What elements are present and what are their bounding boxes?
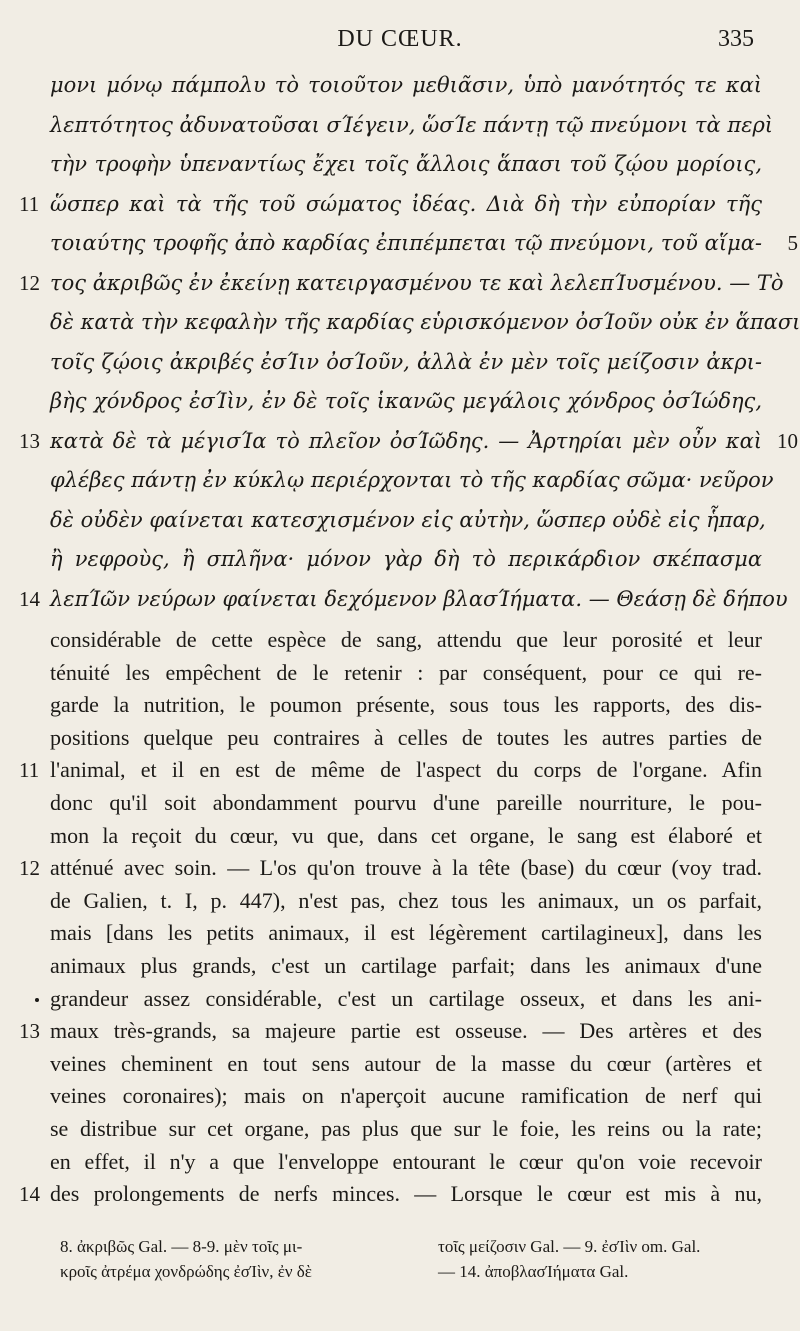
line-marker-left: 11 xyxy=(19,758,40,783)
greek-line-text: τος ἀκριβῶς ἐν ἐκείνῃ κατειργασμένου τε καὶ λελεπΊυσμένου. — Τὸ xyxy=(50,270,784,295)
greek-line xyxy=(50,145,762,185)
french-line-text: donc qu'il soit abondamment pourvu d'une pareille nourriture, le pou- xyxy=(50,789,762,815)
greek-line xyxy=(19,422,798,462)
french-line xyxy=(50,722,762,755)
line-marker-left: 12 xyxy=(19,856,40,881)
greek-line-text: λεπτότητος ἀδυνατοῦσαι σΊέγειν, ὥσΊε πάντῃ τῷ πνεύμονι τὰ περὶ xyxy=(50,112,774,137)
french-line-text: de Galien, t. I, p. 447), n'est pas, chez tous les animaux, un os parfait, xyxy=(50,887,762,913)
french-line-text: garde la nutrition, le poumon présente, sous tous les rapports, des dis- xyxy=(50,692,762,718)
french-line xyxy=(50,1048,762,1081)
greek-line-text: μονι μόνῳ πάμπολυ τὸ τοιοῦτον μεθιᾶσιν, ὑπὸ μανότητός τε καὶ xyxy=(50,73,762,97)
running-head xyxy=(0,26,800,56)
greek-line xyxy=(50,540,762,580)
french-line xyxy=(50,1113,762,1146)
page-number: 335 xyxy=(718,26,754,52)
greek-line-text: δὲ κατὰ τὴν κεφαλὴν τῆς καρδίας εὑρισκόμενον ὀσΊοῦν οὐκ ἐν ἅπασι xyxy=(50,310,800,334)
line-marker-right: 10 xyxy=(777,428,798,453)
greek-line xyxy=(50,66,762,106)
greek-line xyxy=(19,580,788,620)
greek-line xyxy=(50,303,800,343)
french-line-text: mon la reçoit du cœur, vu que, dans cet organe, le sang est élaboré et xyxy=(50,822,762,848)
greek-line-text: ὥσπερ καὶ τὰ τῆς τοῦ σώματος ἰδέας. Διὰ δὴ τὴν εὐπορίαν τῆς xyxy=(50,191,762,216)
running-title: DU CŒUR. xyxy=(337,26,463,52)
french-line-text: mais [dans les petits animaux, il est légèrement cartilagineux], dans les xyxy=(50,920,762,946)
footnote-line xyxy=(50,1259,762,1284)
french-line xyxy=(19,1015,762,1048)
footnote-col2: τοῖς μείζοσιν Gal. — 9. ἐσΊὶν om. Gal. xyxy=(438,1237,701,1256)
greek-line xyxy=(50,106,774,146)
footnote-col1: κροῖς ἀτρέμα χονδρώδης ἐσΊὶν, ἐν δὲ xyxy=(60,1262,312,1281)
line-marker-left: 12 xyxy=(19,270,40,295)
french-line-text: veines cheminent en tout sens autour de la masse du cœur (artères et xyxy=(50,1050,762,1076)
greek-line xyxy=(50,343,762,383)
greek-line-text: βὴς χόνδρος ἐσΊὶν, ἐν δὲ τοῖς ἱκανῶς μεγάλοις χόνδρος ὀσΊώδης, xyxy=(50,389,762,413)
french-line xyxy=(50,624,762,657)
french-line-text: des prolongements de nerfs minces. — Lorsque le cœur est mis à nu, xyxy=(50,1181,762,1207)
french-line xyxy=(50,950,762,983)
french-line-text: positions quelque peu contraires à celles de toutes les autres parties de xyxy=(50,724,762,750)
french-line xyxy=(50,885,762,918)
greek-line xyxy=(50,224,798,264)
french-line xyxy=(50,820,762,853)
french-line-text: considérable de cette espèce de sang, attendu que leur porosité et leur xyxy=(50,627,762,652)
line-marker-left: 14 xyxy=(19,1182,40,1207)
french-line xyxy=(50,787,762,820)
french-line xyxy=(50,917,762,950)
french-line xyxy=(50,657,762,690)
footnote-col2: — 14. ἀποβλασΊήματα Gal. xyxy=(438,1262,629,1281)
french-line-text: ténuité les empêchent de le retenir : par conséquent, pour ce qui re- xyxy=(50,659,762,685)
french-line xyxy=(50,689,762,722)
line-marker-left: 11 xyxy=(19,191,40,216)
greek-line xyxy=(19,264,784,304)
footnotes xyxy=(50,1234,762,1284)
french-line xyxy=(50,1146,762,1179)
ink-dot xyxy=(35,998,39,1002)
greek-line xyxy=(50,461,774,501)
french-line xyxy=(19,852,762,885)
greek-line-text: ἢ νεφροὺς, ἢ σπλῆνα· μόνον γὰρ δὴ τὸ περικάρδιον σκέπασμα xyxy=(50,547,762,571)
footnote-line xyxy=(50,1234,762,1259)
line-marker-left: 13 xyxy=(19,428,40,453)
greek-text-block xyxy=(19,66,800,619)
greek-line-text: τοιαύτης τροφῆς ἀπὸ καρδίας ἐπιπέμπεται τῷ πνεύμονι, τοῦ αἵμα- xyxy=(50,231,762,255)
french-line-text: grandeur assez considérable, c'est un cartilage osseux, et dans les ani- xyxy=(50,985,762,1011)
french-line xyxy=(19,754,762,787)
french-line xyxy=(19,1178,762,1211)
greek-line-text: τὴν τροφὴν ὑπεναντίως ἔχει τοῖς ἄλλοις ἅπασι τοῦ ζῴου μορίοις, xyxy=(50,152,762,176)
greek-line-text: τοῖς ζῴοις ἀκριβές ἐσΊιν ὀσΊοῦν, ἀλλὰ ἐν μὲν τοῖς μείζοσιν ἀκρι- xyxy=(50,349,762,374)
french-line-text: atténué avec soin. — L'os qu'on trouve à la tête (base) du cœur (voy trad. xyxy=(50,855,762,881)
greek-line-text: δὲ οὐδὲν φαίνεται κατεσχισμένον εἰς αὐτὴν, ὥσπερ οὐδὲ εἰς ἧπαρ, xyxy=(50,507,766,532)
greek-line xyxy=(50,382,762,422)
french-line-text: maux très-grands, sa majeure partie est osseuse. — Des artères et des xyxy=(50,1018,762,1044)
greek-line-text: λεπΊῶν νεύρων φαίνεται δεχόμενον βλασΊήματα. — Θεάσῃ δὲ δήπου xyxy=(50,586,788,611)
french-line-text: l'animal, et il en est de même de l'aspect du corps de l'organe. Afin xyxy=(50,757,762,783)
greek-line xyxy=(19,185,762,225)
french-line-text: veines coronaires); mais on n'aperçoit aucune ramification de nerf qui xyxy=(50,1083,762,1109)
greek-line-text: κατὰ δὲ τὰ μέγισΊα τὸ πλεῖον ὀσΊῶδης. — Ἀρτηρίαι μὲν οὖν καὶ xyxy=(50,428,762,453)
line-marker-left: 14 xyxy=(19,586,40,611)
french-line xyxy=(50,1080,762,1113)
french-line-text: animaux plus grands, c'est un cartilage parfait; dans les animaux d'une xyxy=(50,952,762,978)
greek-line xyxy=(50,501,766,541)
french-line xyxy=(50,983,762,1016)
french-line-text: se distribue sur cet organe, pas plus que sur le foie, les reins ou la rate; xyxy=(50,1115,762,1141)
line-marker-left: 13 xyxy=(19,1019,40,1044)
footnote-col1: 8. ἀκριβῶς Gal. — 8-9. μὲν τοῖς μι- xyxy=(60,1237,303,1256)
line-marker-right: 5 xyxy=(787,231,798,255)
greek-line-text: φλέβες πάντῃ ἐν κύκλῳ περιέρχονται τὸ τῆς καρδίας σῶμα· νεῦρον xyxy=(50,468,774,492)
french-line-text: en effet, il n'y a que l'enveloppe entourant le cœur qu'on voie recevoir xyxy=(50,1148,762,1174)
french-translation-block xyxy=(19,624,762,1211)
